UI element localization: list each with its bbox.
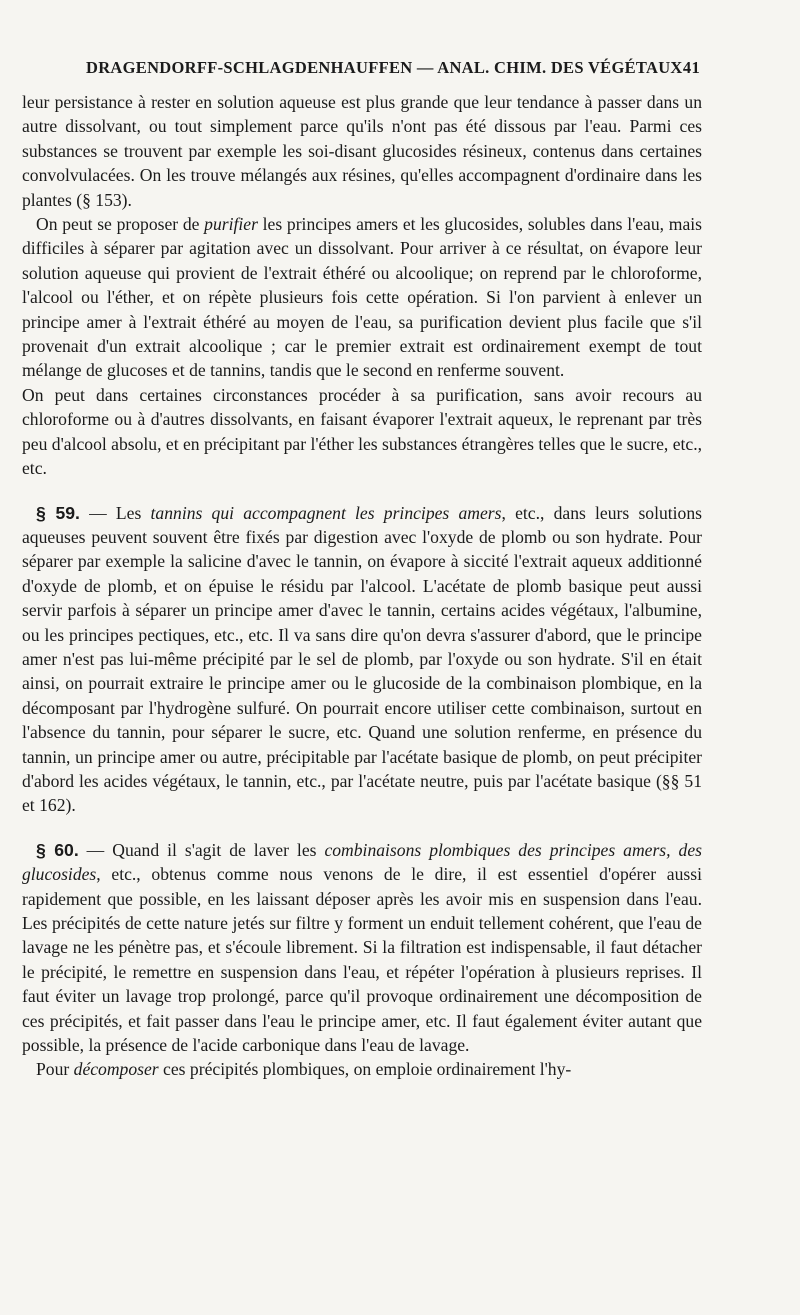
section-60-lead: — Quand il s'agit de laver les — [78, 839, 325, 860]
section-59-number: § 59. — [36, 502, 80, 523]
body-text — [22, 90, 702, 1082]
paragraph-last — [22, 1057, 702, 1081]
paragraph-last-rest: ces précipités plombiques, on emploie ordinairement l'hy- — [158, 1059, 572, 1080]
section-60 — [22, 838, 702, 1058]
paragraph-2-rest: les principes amers et les glucosides, solubles dans l'eau, mais difficiles à séparer par agitation avec un dissolvant. Pour arriver à ce résultat, on évapore leur solution aqueuse qui provient de l'extrait éthéré ou alcoolique; on reprend par le chloroforme, l'alcool ou l'éther, et on répète plusieurs fois cette opération. Si l'on parvient à enlever un principe amer à l'extrait éthéré au moyen de l'eau, sa purification devient plus facile que s'il provenait d'un extrait alcoolique ; car le premier extrait est ordinairement exempt de tout mélange de glucoses et de tannins, tandis que le second en renferme souvent. — [22, 214, 703, 381]
running-title: DRAGENDORFF-SCHLAGDENHAUFFEN — ANAL. CHIM. DES VÉGÉTAUX — [86, 58, 683, 77]
paragraph-3: On peut dans certaines circonstances procéder à sa purification, sans avoir recours au chloroforme ou à d'autres dissolvants, en faisant évaporer l'extrait aqueux, le reprenant par très peu d'alcool absolu, et en précipitant par l'éther les substances étrangères telles que le sucre, etc., etc. — [22, 384, 703, 479]
section-60-text: , etc., obtenus comme nous venons de le dire, il est essentiel d'opérer aussi rapidement que possible, en les laissant déposer après les avoir mis en suspension dans l'eau. Les précipités de cette nature jetés sur filtre y forment un enduit tellement cohérent, que l'eau de lavage ne les pénètre pas, et s'écoule librement. Si la filtration est indispensable, il faut détacher le précipité, le remettre en suspension dans l'eau, et répéter l'opération à plusieurs reprises. Il faut éviter un lavage trop prolongé, parce qu'il provoque ordinairement une décomposition de ces précipités, et fait passer dans l'eau le principe amer, etc. Il faut également éviter autant que possible, la présence de l'acide carbonique dans l'eau de lavage. — [22, 864, 702, 1056]
paragraph-1: leur persistance à rester en solution aqueuse est plus grande que leur tendance à passer dans un autre dissolvant, ou tout simplement parce qu'ils n'ont pas été dissous par l'eau. Parmi ces substances se trouvent par exemple les soi-disant glucosides résineux, contenus dans certaines convolvulacées. On les trouve mélangés aux résines, qu'elles accompagnent d'ordinaire dans les plantes (§ 153). — [22, 92, 702, 210]
page-number: 41 — [682, 58, 700, 77]
paragraph-last-italic: décomposer — [73, 1059, 159, 1080]
section-60-number: § 60. — [36, 839, 79, 860]
section-59-lead: — Les — [79, 502, 151, 523]
paragraph-2 — [22, 212, 702, 383]
paragraph-2-start: On peut se proposer de — [36, 214, 205, 235]
section-59 — [22, 501, 702, 818]
running-header — [86, 58, 700, 78]
section-60-italic: combinaisons plombiques des principes amers, des glucosides — [22, 839, 702, 885]
section-59-italic: tannins qui accompagnent les principes amers — [150, 502, 502, 523]
paragraph-last-start: Pour — [36, 1059, 74, 1080]
paragraph-2-italic: purifier — [204, 214, 258, 235]
section-59-text: , etc., dans leurs solutions aqueuses peuvent souvent être fixés par digestion avec l'oxyde de plomb ou son hydrate. Pour séparer par exemple la salicine d'avec le tannin, on évapore à siccité l'extrait aqueux additionné d'oxyde de plomb, et on épuise le résidu par l'alcool. L'acétate de plomb basique peut aussi servir parfois à séparer un principe amer d'avec le tannin, certains acides végétaux, l'albumine, ou les principes pectiques, etc., etc. Il va sans dire qu'on devra s'assurer d'abord, que le principe amer n'est pas lui-même précipité par le sel de plomb, par l'oxyde ou son hydrate. S'il en était ainsi, on pourrait extraire le principe amer ou le glucoside de la combinaison plombique, en la décomposant par l'hydrogène sulfuré. On pourrait encore utiliser cette combinaison, surtout en l'absence du tannin, pour séparer le sucre, etc. Quand une solution renferme, en présence du tannin, un principe amer ou autre, précipitable par l'acétate basique de plomb, on peut précipiter d'abord les acides végétaux, le tannin, etc., par l'acétate neutre, puis par l'acétate basique (§§ 51 et 162). — [22, 502, 702, 816]
